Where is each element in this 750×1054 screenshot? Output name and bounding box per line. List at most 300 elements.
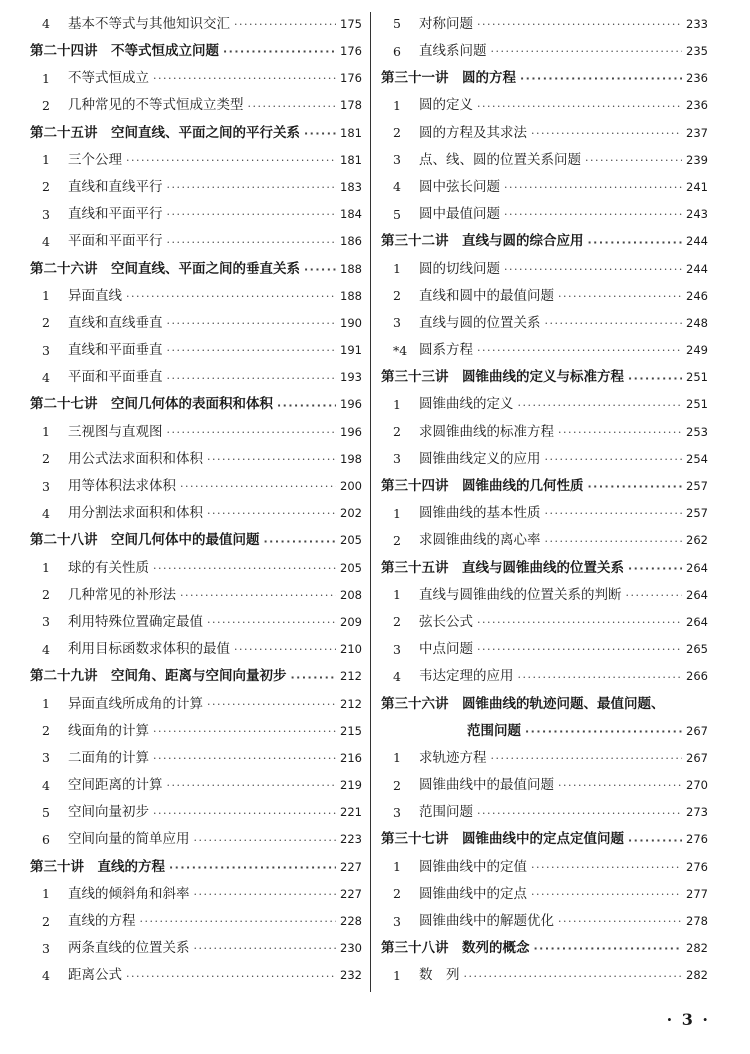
section-title: 用等体积法求体积 (68, 478, 176, 495)
toc-section-entry[interactable] (30, 718, 362, 745)
leader-dots (207, 699, 336, 710)
section-number: 5 (42, 804, 50, 820)
toc-section-entry[interactable] (30, 582, 362, 609)
section-title: 圆中最值问题 (419, 206, 500, 223)
section-number: 1 (393, 261, 401, 277)
page-ref: 175 (340, 16, 362, 31)
toc-section-entry[interactable] (381, 147, 708, 174)
toc-chapter-entry[interactable] (30, 256, 362, 283)
toc-chapter-entry[interactable] (381, 555, 708, 582)
page-ref: 176 (340, 71, 362, 86)
leader-dots (207, 454, 336, 465)
page-ref: 208 (340, 587, 362, 602)
leader-dots (628, 373, 682, 384)
section-number: 2 (393, 532, 401, 548)
page-ref: 202 (340, 506, 362, 521)
page-ref: 227 (340, 859, 362, 874)
page-ref: 191 (340, 343, 362, 358)
toc-section-entry[interactable] (381, 772, 708, 799)
section-number: 4 (42, 641, 50, 657)
section-number: 1 (42, 886, 50, 902)
toc-section-entry[interactable] (30, 446, 362, 473)
leader-dots (558, 916, 682, 927)
leader-dots (234, 644, 336, 655)
leader-dots (207, 617, 336, 628)
page-ref: 181 (340, 125, 362, 140)
toc-section-entry[interactable] (30, 419, 362, 446)
page-ref: 184 (340, 207, 362, 222)
toc-section-entry[interactable] (381, 664, 708, 691)
toc-section-entry[interactable] (30, 636, 362, 663)
section-number: 2 (393, 125, 401, 141)
section-number: 3 (42, 940, 50, 956)
section-number: 4 (42, 233, 50, 249)
section-number: 2 (42, 179, 50, 195)
page-ref: 200 (340, 479, 362, 494)
page-ref: 176 (340, 44, 362, 59)
toc-section-entry[interactable] (381, 799, 708, 826)
page-ref: 186 (340, 234, 362, 249)
section-number: 6 (393, 43, 401, 59)
page-ref: 257 (686, 506, 708, 521)
page-ref: 193 (340, 370, 362, 385)
section-title: 二面角的计算 (68, 749, 149, 766)
section-title: 三个公理 (68, 151, 122, 168)
page-ref: 239 (686, 152, 708, 167)
toc-chapter-entry[interactable] (30, 854, 362, 881)
toc-section-entry[interactable] (30, 174, 362, 201)
toc-section-entry[interactable] (30, 935, 362, 962)
section-number: 1 (393, 505, 401, 521)
leader-dots (628, 563, 682, 574)
toc-chapter-entry[interactable] (381, 364, 708, 391)
section-title: 几种常见的补形法 (68, 586, 176, 603)
section-title: 球的有关性质 (68, 559, 149, 576)
toc-section-entry[interactable] (30, 473, 362, 500)
page-ref: 212 (340, 696, 362, 711)
page-ref: 178 (340, 98, 362, 113)
leader-dots (534, 943, 683, 954)
leader-dots (167, 373, 337, 384)
leader-dots (628, 835, 682, 846)
page-ref: 278 (686, 914, 708, 929)
leader-dots (167, 182, 337, 193)
section-number: 3 (393, 913, 401, 929)
page-ref: 246 (686, 288, 708, 303)
leader-dots (126, 971, 336, 982)
toc-section-entry[interactable] (30, 201, 362, 228)
leader-dots (588, 481, 683, 492)
section-number: 2 (393, 777, 401, 793)
page-ref: 228 (340, 914, 362, 929)
leader-dots (167, 209, 337, 220)
page-ref: 233 (686, 16, 708, 31)
leader-dots (518, 672, 683, 683)
section-title: 直线系问题 (419, 43, 487, 60)
section-title: 直线与圆锥曲线的位置关系的判断 (419, 586, 622, 603)
page-ref: 254 (686, 451, 708, 466)
page-ref: 273 (686, 805, 708, 820)
leader-dots (504, 209, 682, 220)
toc-section-entry[interactable] (381, 174, 708, 201)
page-ref: 215 (340, 723, 362, 738)
page-ref: 248 (686, 315, 708, 330)
section-title: 几种常见的不等式恒成立类型 (68, 97, 244, 114)
section-number: 2 (42, 723, 50, 739)
toc-section-entry[interactable] (30, 229, 362, 256)
column-divider (370, 12, 371, 992)
chapter-title: 第三十二讲 直线与圆的综合应用 (381, 233, 584, 250)
toc-section-entry[interactable] (381, 256, 708, 283)
toc-section-entry[interactable] (30, 745, 362, 772)
toc-section-entry[interactable] (381, 337, 708, 364)
section-title: 平面和平面垂直 (68, 369, 163, 386)
leader-dots (504, 264, 682, 275)
chapter-title: 第三十一讲 圆的方程 (381, 70, 516, 87)
section-title: 圆的方程及其求法 (419, 124, 527, 141)
leader-dots (126, 291, 336, 302)
toc-chapter-entry[interactable] (381, 473, 708, 500)
toc-chapter-entry[interactable] (30, 528, 362, 555)
section-title: 异面直线所成角的计算 (68, 695, 203, 712)
leader-dots (477, 644, 682, 655)
section-number: 2 (393, 614, 401, 630)
page-ref: 270 (686, 778, 708, 793)
page-ref: 232 (340, 968, 362, 983)
page-ref: 221 (340, 805, 362, 820)
section-title: 利用目标函数求体积的最值 (68, 641, 230, 658)
section-title: 圆锥曲线中的定值 (419, 858, 527, 875)
toc-section-entry[interactable] (30, 364, 362, 391)
toc-section-entry[interactable] (381, 120, 708, 147)
toc-chapter-entry[interactable] (381, 827, 708, 854)
leader-dots (545, 508, 683, 519)
leader-dots (558, 427, 682, 438)
leader-dots (304, 264, 336, 275)
leader-dots (153, 563, 336, 574)
section-title: 异面直线 (68, 287, 122, 304)
section-number: 5 (393, 206, 401, 222)
section-number: 4 (393, 179, 401, 195)
section-number: 4 (42, 16, 50, 32)
section-number: *4 (393, 342, 408, 358)
toc-section-entry[interactable] (381, 38, 708, 65)
toc-section-entry[interactable] (30, 500, 362, 527)
chapter-title: 第三十六讲 圆锥曲线的轨迹问题、最值问题、 (381, 695, 665, 712)
leader-dots (169, 862, 336, 873)
toc-section-entry[interactable] (381, 908, 708, 935)
page-ref: 253 (686, 424, 708, 439)
section-title: 点、线、圆的位置关系问题 (419, 151, 581, 168)
leader-dots (545, 536, 683, 547)
page-ref: 267 (686, 750, 708, 765)
chapter-title: 第三十七讲 圆锥曲线中的定点定值问题 (381, 831, 624, 848)
page-ref: 237 (686, 125, 708, 140)
toc-chapter-entry[interactable] (30, 120, 362, 147)
leader-dots (180, 590, 336, 601)
leader-dots (264, 536, 337, 547)
toc-section-entry[interactable] (381, 582, 708, 609)
section-number: 1 (393, 967, 401, 983)
section-number: 3 (393, 315, 401, 331)
page-ref: 209 (340, 614, 362, 629)
leader-dots (167, 345, 337, 356)
toc-section-entry[interactable] (30, 65, 362, 92)
page-ref: 282 (686, 968, 708, 983)
page-number: · 3 · (666, 1010, 710, 1029)
chapter-title: 第二十四讲 不等式恒成立问题 (30, 43, 219, 60)
leader-dots (194, 943, 337, 954)
toc-section-entry[interactable] (30, 337, 362, 364)
section-number: 4 (42, 777, 50, 793)
toc-section-entry[interactable] (30, 799, 362, 826)
toc-section-entry[interactable] (381, 310, 708, 337)
page-ref: 241 (686, 179, 708, 194)
section-title: 直线和平面平行 (68, 206, 163, 223)
section-title: 圆的定义 (419, 97, 473, 114)
section-number: 3 (393, 641, 401, 657)
toc-section-entry[interactable] (381, 419, 708, 446)
toc-section-entry[interactable] (381, 11, 708, 38)
toc-section-entry[interactable] (381, 963, 708, 990)
page-ref: 227 (340, 886, 362, 901)
toc-section-entry[interactable] (30, 147, 362, 174)
section-number: 4 (42, 505, 50, 521)
section-number: 3 (42, 614, 50, 630)
leader-dots (491, 753, 683, 764)
toc-chapter-entry[interactable] (30, 392, 362, 419)
leader-dots (477, 345, 682, 356)
page-ref: 188 (340, 261, 362, 276)
leader-dots (291, 672, 337, 683)
chapter-title: 第三十三讲 圆锥曲线的定义与标准方程 (381, 369, 624, 386)
toc-section-entry[interactable] (30, 555, 362, 582)
toc-section-entry[interactable] (381, 93, 708, 120)
page-ref: 267 (686, 723, 708, 738)
leader-dots (531, 889, 682, 900)
page-ref: 276 (686, 832, 708, 847)
leader-dots (558, 780, 682, 791)
section-title: 韦达定理的应用 (419, 668, 514, 685)
page-ref: 257 (686, 479, 708, 494)
leader-dots (464, 971, 683, 982)
toc-section-entry[interactable] (381, 528, 708, 555)
toc-section-entry[interactable] (30, 908, 362, 935)
page-ref: 276 (686, 859, 708, 874)
page-ref: 212 (340, 669, 362, 684)
section-number: 1 (42, 696, 50, 712)
toc-section-entry[interactable] (381, 446, 708, 473)
page-ref: 210 (340, 642, 362, 657)
page-ref: 244 (686, 234, 708, 249)
toc-chapter-entry[interactable] (381, 65, 708, 92)
section-number: 2 (42, 451, 50, 467)
leader-dots (223, 46, 336, 57)
leader-dots (194, 835, 337, 846)
chapter-title: 范围问题 (467, 722, 521, 739)
page-ref: 219 (340, 778, 362, 793)
section-number: 1 (393, 396, 401, 412)
section-number: 6 (42, 831, 50, 847)
leader-dots (153, 808, 336, 819)
section-title: 用分割法求面积和体积 (68, 505, 203, 522)
section-title: 距离公式 (68, 967, 122, 984)
leader-dots (167, 237, 337, 248)
toc-chapter-entry-continued[interactable] (381, 718, 708, 745)
section-title: 数 列 (419, 967, 460, 984)
leader-dots (477, 617, 682, 628)
page-ref: 188 (340, 288, 362, 303)
toc-section-entry[interactable] (30, 11, 362, 38)
section-title: 直线的倾斜角和斜率 (68, 885, 190, 902)
section-title: 圆的切线问题 (419, 260, 500, 277)
section-number: 1 (393, 750, 401, 766)
leader-dots (477, 101, 682, 112)
toc-chapter-entry[interactable] (381, 691, 708, 718)
toc-section-entry[interactable] (30, 283, 362, 310)
page-ref: 251 (686, 397, 708, 412)
section-title: 空间向量的简单应用 (68, 831, 190, 848)
leader-dots (153, 726, 336, 737)
toc-section-entry[interactable] (381, 201, 708, 228)
chapter-title: 第二十九讲 空间角、距离与空间向量初步 (30, 668, 287, 685)
page-ref: 236 (686, 98, 708, 113)
section-title: 用公式法求面积和体积 (68, 450, 203, 467)
toc-section-entry[interactable] (30, 827, 362, 854)
section-number: 2 (42, 315, 50, 331)
section-number: 4 (42, 369, 50, 385)
leader-dots (504, 182, 682, 193)
toc-section-entry[interactable] (381, 283, 708, 310)
leader-dots (207, 508, 336, 519)
toc-section-entry[interactable] (30, 772, 362, 799)
leader-dots (194, 889, 337, 900)
leader-dots (277, 400, 336, 411)
section-number: 1 (42, 152, 50, 168)
leader-dots (545, 318, 683, 329)
leader-dots (477, 808, 682, 819)
toc-section-entry[interactable] (381, 500, 708, 527)
toc-right-column (381, 11, 708, 990)
section-title: 平面和平面平行 (68, 233, 163, 250)
toc-section-entry[interactable] (30, 963, 362, 990)
toc-section-entry[interactable] (30, 310, 362, 337)
toc-section-entry[interactable] (381, 609, 708, 636)
leader-dots (153, 73, 336, 84)
page-ref: 205 (340, 560, 362, 575)
toc-section-entry[interactable] (381, 881, 708, 908)
section-number: 1 (393, 587, 401, 603)
section-number: 2 (42, 97, 50, 113)
section-number: 3 (42, 342, 50, 358)
section-title: 不等式恒成立 (68, 70, 149, 87)
page-ref: 236 (686, 71, 708, 86)
leader-dots (588, 237, 683, 248)
chapter-title: 第三十四讲 圆锥曲线的几何性质 (381, 478, 584, 495)
section-title: 直线和平面垂直 (68, 342, 163, 359)
chapter-title: 第二十五讲 空间直线、平面之间的平行关系 (30, 124, 300, 141)
section-number: 1 (42, 288, 50, 304)
leader-dots (626, 590, 683, 601)
section-title: 圆锥曲线定义的应用 (419, 450, 541, 467)
toc-chapter-entry[interactable] (381, 229, 708, 256)
leader-dots (525, 726, 682, 737)
page-ref: 264 (686, 614, 708, 629)
section-title: 空间距离的计算 (68, 777, 163, 794)
section-number: 3 (393, 152, 401, 168)
toc-chapter-entry[interactable] (30, 664, 362, 691)
leader-dots (531, 128, 682, 139)
section-title: 求轨迹方程 (419, 749, 487, 766)
toc-section-entry[interactable] (30, 691, 362, 718)
section-title: 求圆锥曲线的离心率 (419, 532, 541, 549)
section-title: 圆锥曲线中的定点 (419, 885, 527, 902)
section-number: 1 (42, 424, 50, 440)
section-title: 直线和直线垂直 (68, 314, 163, 331)
section-title: 圆锥曲线中的解题优化 (419, 913, 554, 930)
page-ref: 244 (686, 261, 708, 276)
toc-section-entry[interactable] (30, 609, 362, 636)
page-ref: 264 (686, 560, 708, 575)
leader-dots (234, 19, 336, 30)
section-title: 圆系方程 (419, 342, 473, 359)
section-number: 3 (42, 478, 50, 494)
section-number: 5 (393, 16, 401, 32)
leader-dots (545, 454, 683, 465)
page-ref: 196 (340, 397, 362, 412)
section-number: 1 (42, 70, 50, 86)
toc-section-entry[interactable] (381, 392, 708, 419)
leader-dots (531, 862, 682, 873)
section-number: 2 (42, 913, 50, 929)
toc-chapter-entry[interactable] (30, 38, 362, 65)
page-ref: 230 (340, 941, 362, 956)
leader-dots (518, 400, 683, 411)
toc-section-entry[interactable] (381, 854, 708, 881)
page-ref: 264 (686, 587, 708, 602)
page-ref: 282 (686, 941, 708, 956)
section-number: 3 (42, 750, 50, 766)
page-ref: 249 (686, 343, 708, 358)
leader-dots (126, 155, 336, 166)
toc-section-entry[interactable] (381, 745, 708, 772)
chapter-title: 第三十五讲 直线与圆锥曲线的位置关系 (381, 559, 624, 576)
section-title: 圆中弦长问题 (419, 178, 500, 195)
toc-section-entry[interactable] (30, 93, 362, 120)
page-ref: 198 (340, 451, 362, 466)
chapter-title: 第三十八讲 数列的概念 (381, 940, 530, 957)
page-ref: 235 (686, 44, 708, 59)
chapter-title: 第三十讲 直线的方程 (30, 858, 165, 875)
chapter-title: 第二十八讲 空间几何体中的最值问题 (30, 532, 260, 549)
section-number: 4 (42, 967, 50, 983)
leader-dots (248, 101, 337, 112)
page-ref: 277 (686, 886, 708, 901)
section-number: 2 (393, 424, 401, 440)
toc-chapter-entry[interactable] (381, 935, 708, 962)
section-title: 直线与圆的位置关系 (419, 314, 541, 331)
leader-dots (167, 427, 337, 438)
section-number: 1 (42, 560, 50, 576)
section-number: 3 (393, 451, 401, 467)
toc-section-entry[interactable] (30, 881, 362, 908)
section-title: 直线和直线平行 (68, 178, 163, 195)
leader-dots (520, 73, 682, 84)
page-ref: 181 (340, 152, 362, 167)
page-ref: 243 (686, 207, 708, 222)
toc-section-entry[interactable] (381, 636, 708, 663)
leader-dots (140, 916, 337, 927)
